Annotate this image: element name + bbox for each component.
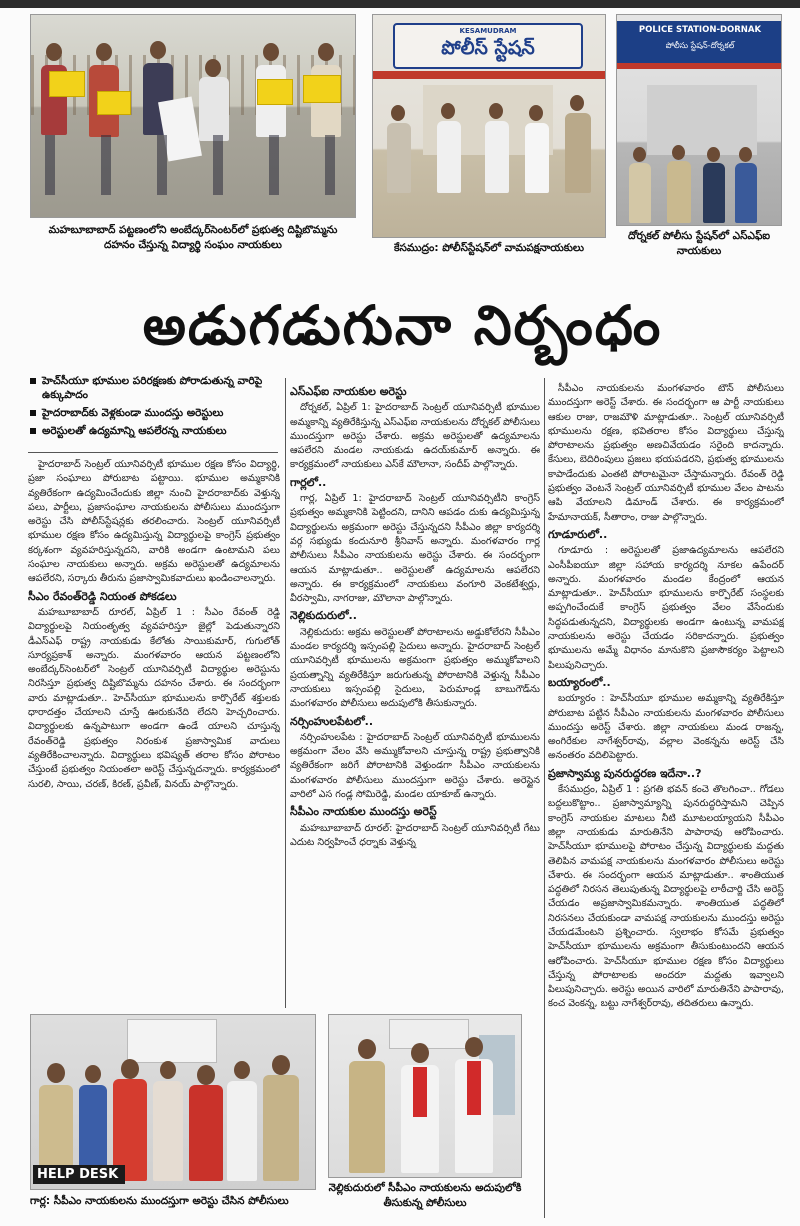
help-desk-sign: HELP DESK xyxy=(33,1165,125,1184)
article-column-1 xyxy=(28,458,280,1008)
photo-students-protest xyxy=(30,14,356,218)
bullet-item: అరెస్టులతో ఉద్యమాన్ని ఆపలేరన్న నాయకులు xyxy=(28,424,280,438)
section-heading: నర్సింహులపేటలో.. xyxy=(290,714,374,728)
photo-nellikuduru-police xyxy=(328,1014,522,1178)
column-divider xyxy=(285,378,286,1008)
headline: అడుగడుగునా నిర్బంధం xyxy=(142,294,663,357)
section-heading: గూడూరులో.. xyxy=(548,527,608,541)
dornakal-sign: POLICE STATION-DORNAK xyxy=(638,25,762,35)
bullet-item: హెచ్‌సీయూ భూముల పరిరక్షణకు పోరాడుతున్న వారిపై ఉక్కుపాదం xyxy=(28,374,280,402)
photo1-caption: మహబూబాబాద్ పట్టణంలోని అంబేద్కర్‌సెంటర్‌లో ప్రభుత్వ దిష్టిబొమ్మను దహనం చేస్తున్న విద్యార్థి సంఘం నాయకులు xyxy=(48,224,338,251)
article-paragraph: మహబూబాబాద్ రూరల్: హైదరాబాద్ సెంట్రల్ యూనివర్సిటీ గేటు ఎదుట నిర్వహించే ధర్నాకు వెళ్తున్న xyxy=(290,822,540,848)
article-intro: హైదరాబాద్ సెంట్రల్ యూనివర్సిటీ భూముల రక్షణ కోసం విద్యార్థి, ప్రజా సంఘాలు పోరుబాట పట్టాయి. భూముల అమ్మకానికి వ్యతిరేకంగా ఉద్యమించేందుకు జిల్లా నుంచి హైదరాబాద్‌కు వెళ్తున్న పలు, పార్టీలు, ప్రజాసంఘాల నాయకులను పోలీసులు ముందస్తుగా అరెస్టు చేసి పోలీస్‌స్టేషన్లకు తరలించారు. సెంట్రల్ యూనివర్సిటీ భూముల రక్షణ కోసం ఉద్యమిస్తున్న విద్యార్థులపై కాంగ్రెస్ ప్రభుత్వం కర్కశంగా వ్యవహరిస్తున్నదని, వారికి అండగా ఉంటామని పలు సంఘాల నాయకులు అన్నారు. అక్రమ అరెస్టులతో ఉద్యమాలను ఆపలేరని, సర్కారు తీరును ప్రజాస్వామికవాదులు ఖండించాలన్నారు. xyxy=(28,459,280,585)
section-heading: సీఎం రేవంత్‌రెడ్డి నియంత పోకడలు xyxy=(28,589,177,603)
bullets-divider xyxy=(28,452,278,453)
dornakal-sign-telugu: పోలీసు స్టేషన్-దోర్నకల్ xyxy=(665,41,735,50)
photo-garla-police xyxy=(30,1014,316,1190)
article-paragraph: గార్ల, ఏప్రిల్ 1: హైదరాబాద్ సెంట్రల్ యూనివర్సిటీని కాంగ్రెస్ ప్రభుత్వం అమ్మకానికి పెట్టిందని, దానిని ఆపడం దుకు ఉద్యమిస్తున్న విద్యార్థులను అక్రమంగా అరెస్టు చేస్తున్నదని సీపీఎం జిల్లా కార్యదర్శి వర్గ సభ్యుడు కందునూరి శ్రీనివాస్ అన్నారు. మంగళవారం గార్ల పోలీసులు సీపీఎం నాయకులను అరెస్టు చేశారు. ఈ సందర్భంగా ఆయన మాట్లాడుతూ.. అరెస్టులతో ఉద్యమాలను ఆపలేరని అన్నారు. ఈ కార్యక్రమంలో నాయకులు వంగూరి వెంకటేశ్వర్లు, వీరస్వామి, నాగరాజు, మౌలానా పాల్గొన్నారు. xyxy=(290,493,540,605)
article-paragraph: కేసముద్రం, ఏప్రిల్ 1 : ప్రగతి భవన్ కంచె తొలగించా.. గోడలు బద్దలుకొట్టాం.. ప్రజాస్వామ్యాన్ని పునరుద్ధరిస్తామని చెప్పిన కాంగ్రెస్ నాయకుల మాటలు నీటి మూటలయ్యాయని సీపీఎం జిల్లా నాయకుడు మారుతినేని పాపారావు ఆరోపించారు. హెచ్‌సీయూ భూములపై పోరాటం చేస్తున్న విద్యార్థులకు మద్దతు తెలిపిన వామపక్ష నాయకులను మంగళవారం పోలీసులు అరెస్టు చేశారు. ఈ సందర్భంగా ఆయన మాట్లాడుతూ.. శాంతియుత పద్ధతిలో నిరసన తెలుపుతున్న విద్యార్థులపై లాఠీచార్జి చేసి అరెస్ట్ చేయడం అప్రజాస్వామికమన్నారు. శాంతియుత పద్ధతిలో నిరసనలు చేయకుండా వామపక్ష నాయకులను ముందస్తు అరెస్టు చేయడమేంటని ప్రశ్నించారు. స్వలాభం కోసమే ప్రభుత్వం హెచ్‌సీయూ భూములను అక్రమంగా తీసుకుంటుందని ఆయన ఆరోపించారు. హెచ్‌సీయూ భూముల రక్షణ కోసం విద్యార్థులు చేస్తున్న పోరాటాలకు అందరూ మద్దతు ఇవ్వాలని పిలుపునిచ్చారు. అరెస్టు అయిన వారిలో మారుతినేని పాపారావు, కంచ వెంకన్న, బట్టు నాగేశ్వర్‌రావు, తదితరులు ఉన్నారు. xyxy=(548,784,784,1010)
article-paragraph: దోర్నకల్, ఏప్రిల్ 1: హైదరాబాద్ సెంట్రల్ యూనివర్సిటీ భూముల అమ్మకాన్ని వ్యతిరేకిస్తున్న ఎస్‌ఎఫ్‌ఐ నాయకులను దోర్నకల్ పోలీసులు ముందస్తుగా అరెస్టు చేశారు. అక్రమ అరెస్టులతో ఉద్యమాలను ఆపలేరని మండల నాయకుడు ఉదయ్‌కుమార్ అన్నారు. ఈ కార్యక్రమంలో నాయకులు ఎస్‌కే మౌలానా, సందీప్ పాల్గొన్నారు. xyxy=(290,402,540,471)
article-paragraph: మహబూబాబాద్ రూరల్, ఏప్రిల్ 1 : సీఎం రేవంత్ రెడ్డి విద్యార్థులపై నియంతృత్వ వ్యవహరిస్తూ జైల్లో పెడుతున్నారని డీఎస్‌ఎఫ్ రాష్ట్ర నాయకుడు కేలోతు సాయికుమార్, గుగులోత్ సూర్యప్రకాశ్ అన్నారు. మంగళవారం ఆయన పట్టణంలోని అంబేద్కర్‌సెంటర్‌లో సెంట్రల్ యూనివర్సిటీ విద్యార్థుల అరెస్టును నిరసిస్తూ ప్రభుత్వ దిష్టిబొమ్మను దహనం చేశారు. ఈ సందర్భంగా వారు మాట్లాడుతూ.. హెచ్‌సీయూ భూములను కార్పొరేట్ శక్తులకు ధారాదత్తం చేయాలని చూస్తే ఊరుకునేది లేదని హెచ్చరించారు. విద్యార్థులకు ఉన్నపాటుగా అండగా ఉండే యాలని చూస్తున్న రేవంత్‌రెడ్డి ప్రభుత్వం నిరంకుశ ప్రజాస్వామిక వాదులు వ్యతిరేకించాలన్నారు. విద్యార్థులు భవిష్యత్ తరాల కోసం పోరాటం చేస్తుంటే ప్రభుత్వం నియంతలా అరెస్ట్ చేస్తున్నదన్నారు. కార్యక్రమంలో సురలి, సాయి, చరణ్, కిరణ్, ప్రవీణ్, వినయ్ పాల్గొన్నారు. xyxy=(28,606,280,790)
article-paragraph: నెల్లికుదురు: అక్రమ అరెస్టులతో పోరాటాలను అడ్డుకోలేరని సీపీఎం మండల కార్యదర్శి ఇస్సంపల్లి సైదులు అన్నారు. హైదరాబాద్ సెంట్రల్ యూనివర్సిటీ భూములను అక్రమంగా ప్రభుత్వం అమ్ముకోవాలని ప్రయత్నాన్ని వ్యతిరేకిస్తూ జరుగుతున్న పోరాటానికి వెళ్తున్న సీపీఎం నాయకులు ఇస్సంపల్లి సైదులు, పెరుమాండ్ల బాబుగౌడ్‌ను మంగళవారం పోలీసులు అదుపులోకి తీసుకున్నారు. xyxy=(290,626,540,710)
article-paragraph: గూడూరు : అరెస్టులతో ప్రజాఉద్యమాలను ఆపలేరని ఎంసీపీఐయూ జిల్లా సహాయ కార్యదర్శి నూకల ఉపేందర్ అన్నారు. మంగళవారం మండల కేంద్రంలో ఆయన మాట్లాడుతూ.. హెచ్‌సీయూ భూములను కార్పొరేట్ సంస్థలకు అప్పగించేందుకే కాంగ్రెస్ ప్రభుత్వం వేలం వేసేందుకు సిద్ధపడుతున్నదని, విద్యార్థులకు అండగా ఉంటున్న వామపక్ష నాయకులను అరెస్టు చేయడం సరికాదన్నారు. ప్రభుత్వం భూములను అమ్మే విధానం మానుకొని ప్రజాసౌకర్యం పెట్టాలని పిలుపునిచ్చారు. xyxy=(548,545,784,671)
section-heading: గార్లలో.. xyxy=(290,475,327,489)
section-heading: బయ్యారంలో.. xyxy=(548,675,611,689)
photo-dornakal-police-station xyxy=(616,14,782,226)
photo4-caption: గార్ల: సీపీఎం నాయకులను ముందస్తుగా అరెస్టు చేసిన పోలీసులు xyxy=(30,1195,289,1207)
photo5-caption: నెల్లికుదురులో సీపీఎం నాయకులను అదుపులోకి తీసుకున్న పోలీసులు xyxy=(328,1182,522,1209)
column-divider xyxy=(544,378,545,1218)
section-heading: ప్రజాస్వామ్య పునరుద్ధరణ ఇదేనా..? xyxy=(548,766,702,780)
article-column-3 xyxy=(548,382,784,1218)
police-station-sign-top: KESAMUDRAM xyxy=(459,27,517,35)
article-paragraph: నర్సింహులపేట : హైదరాబాద్ సెంట్రల్ యూనివర్సిటీ భూములను అక్రమంగా వేలం వేసి అమ్ముకోవాలని చూస్తున్న రాష్ట్ర ప్రభుత్వానికి వ్యతిరేకంగా జరిగే పోరాటానికి వెళ్తుండగా సీపీఎం నాయకులను మంగళవారం పోలీసులు ముందస్తుగా అరెస్టు చేశారు. అరెస్టైన వారిలో ఎస గండ్ల సోమిరెడ్డి, మండల యాకూబ్ ఉన్నారు. xyxy=(290,731,540,801)
section-heading: నెల్లికుదురులో.. xyxy=(290,609,357,623)
section-heading: ఎస్‌ఎఫ్‌ఐ నాయకుల అరెస్టు xyxy=(290,385,407,398)
article-paragraph: సీపీఎం నాయకులను మంగళవారం టౌన్ పోలీసులు ముందస్తుగా అరెస్ట్ చేశారు. ఈ సందర్భంగా ఆ పార్టీ నాయకులు ఆకుల రాజు, రాజమౌళి మాట్లాడుతూ.. సెంట్రల్ యూనివర్సిటీ భూములను రక్షణ, భవితరాల కోసం విద్యార్థులు చేస్తున్న పోరాటాలను ప్రభుత్వం అణచివేయడం సరైంది కాదన్నారు. కేసులు, బెదిరింపులు ప్రజలు భయపడరని, ప్రభుత్వ భూములను కాపాడేందుకు ఎంతటి పోరాటమైనా చేస్తామన్నారు. రేవంత్ రెడ్డి ప్రభుత్వం వెంటనే సెంట్రల్ యూనివర్సిటీ భూముల వేలం పాటను ఆపి వేయాలని డిమాండ్ చేశారు. ఈ కార్యక్రమంలో హేమానాయక్, సీతారాం, రాజు పాల్గొన్నారు. xyxy=(548,383,784,523)
photo3-caption: దోర్నకల్ పోలీసు స్టేషన్‌లో ఎస్‌ఎఫ్‌ఐ నాయకులు xyxy=(627,230,771,257)
article-column-2 xyxy=(290,382,540,1008)
article-paragraph: బయ్యారం : హెచ్‌సీయూ భూముల అమ్మకాన్ని వ్యతిరేకిస్తూ పోరుబాట పట్టిన సీపీఎం నాయకులను మంగళవారం పోలీసులు ముందస్తు అరెస్ట్ చేశారు. జిల్లా నాయకులు మండ రాజన్న, అంగిరేకుల నాగేశ్వర్‌రావు, వల్లాల వెంకన్నను అరెస్ట్ చేసి అనంతరం వదిలిపెట్టారు. xyxy=(548,693,784,762)
photo-kesamudram-police-station xyxy=(372,14,606,238)
top-bar xyxy=(0,0,800,8)
bullet-item: హైదరాబాద్‌కు వెళ్లకుండా ముందస్తు అరెస్టులు xyxy=(28,406,280,420)
subheadline-bullets xyxy=(28,374,280,442)
photo2-caption: కేసముద్రం: పోలీస్‌స్టేషన్‌లో వామపక్షనాయకులు xyxy=(394,242,584,254)
police-station-sign: పోలీస్ స్టేషన్ xyxy=(441,37,535,59)
section-heading: సీపీఎం నాయకుల ముందస్తు అరెస్ట్ xyxy=(290,805,437,819)
